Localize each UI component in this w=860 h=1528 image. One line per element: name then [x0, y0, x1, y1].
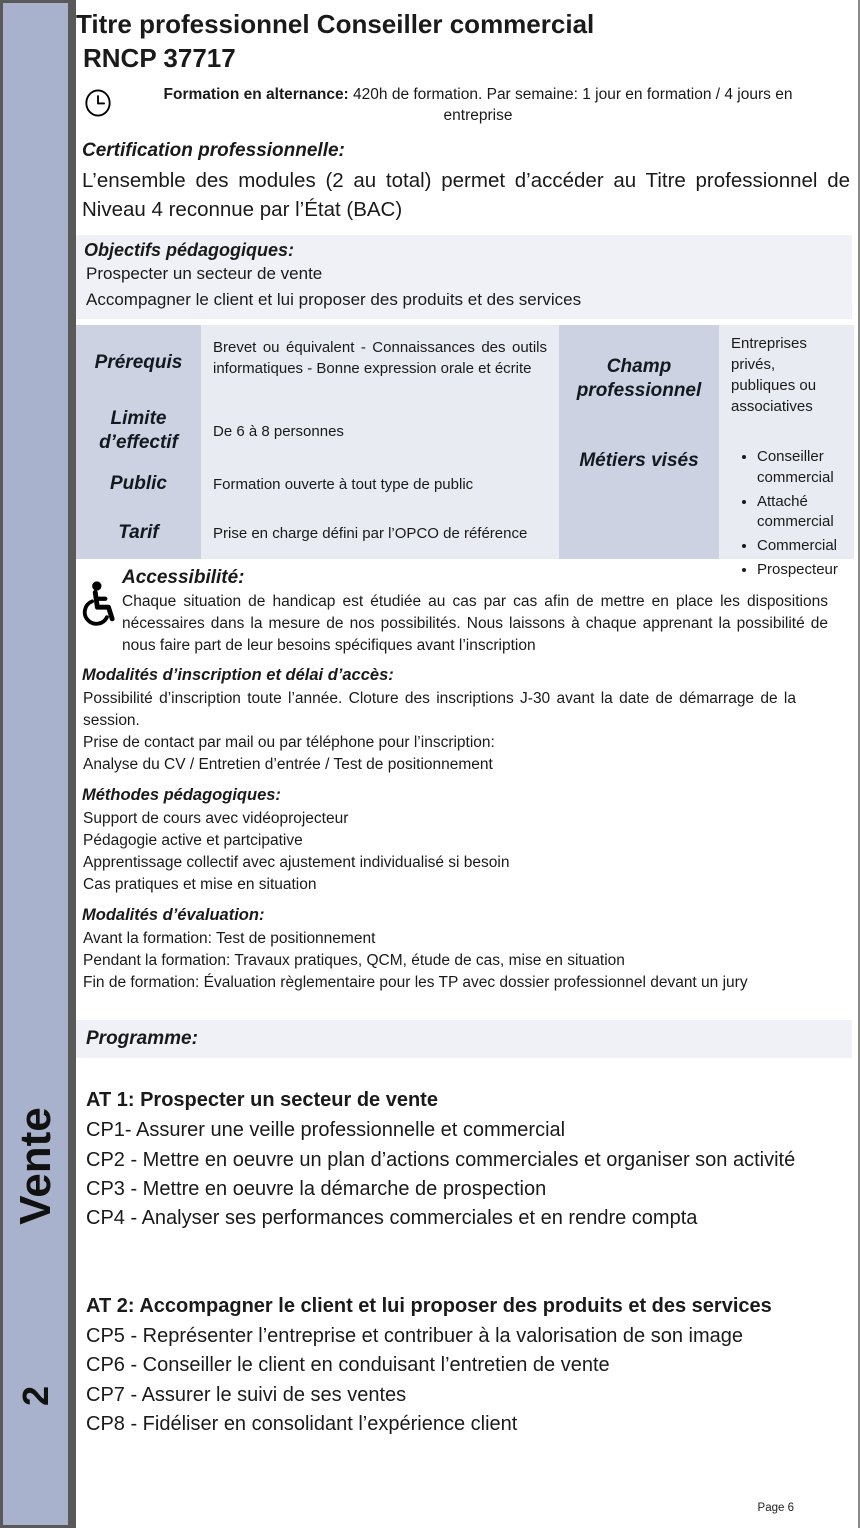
at2-item: CP8 - Fidéliser en consolidant l’expérience client — [86, 1412, 518, 1435]
certification-body: L’ensemble des modules (2 au total) permet d’accéder au Titre professionnel de Niveau 4 reconnue par l’État (BAC) — [82, 168, 850, 222]
metiers-vises-value — [719, 433, 854, 578]
tarif-value: Prise en charge défini par l’OPCO de référence — [201, 507, 559, 559]
certification-section — [82, 140, 852, 224]
methode-line: Cas pratiques et mise en situation — [83, 876, 317, 894]
at1-title: AT 1: Prospecter un secteur de vente — [86, 1089, 438, 1112]
inscription-line: Prise de contact par mail ou par téléphone pour l’inscription: — [83, 734, 495, 752]
sidebar-category-label: Vente — [10, 1107, 60, 1225]
alternance-detail: 420h de formation. Par semaine: 1 jour en formation / 4 jours en entreprise — [348, 85, 793, 125]
prerequis-value: Brevet ou équivalent - Connaissances des outils informatiques - Bonne expression orale et écrite — [201, 325, 559, 401]
methode-line: Apprentissage collectif avec ajustement individualisé si besoin — [83, 854, 510, 872]
objectifs-section — [76, 235, 852, 319]
at2-section — [76, 1292, 828, 1440]
methodes-section — [76, 786, 852, 896]
inscription-line: Possibilité d’inscription toute l’année. Cloture des inscriptions J-30 avant la date de démarrage de la session. — [83, 690, 796, 730]
alternance-row — [76, 84, 852, 127]
title-line-2: RNCP 37717 — [83, 42, 236, 73]
accessibilite-section — [76, 567, 852, 656]
at1-item: CP2 - Mettre en oeuvre un plan d’actions commerciales et organiser son activité — [86, 1148, 796, 1171]
at2-item: CP7 - Assurer le suivi de ses ventes — [86, 1383, 407, 1406]
page-number: Page 6 — [757, 1502, 794, 1514]
accessibilite-heading: Accessibilité: — [122, 567, 245, 589]
evaluation-line: Avant la formation: Test de positionnement — [83, 930, 376, 948]
at1-item: CP3 - Mettre en oeuvre la démarche de prospection — [86, 1178, 547, 1201]
certification-heading: Certification professionnelle: — [82, 139, 345, 161]
at1-item: CP1- Assurer une veille professionnelle et commercial — [86, 1119, 566, 1142]
alternance-text — [114, 84, 852, 127]
objectif-item: Prospecter un secteur de vente — [86, 264, 323, 284]
evaluation-heading: Modalités d’évaluation: — [82, 906, 265, 925]
at2-item: CP6 - Conseiller le client en conduisant l’entretien de vente — [86, 1354, 610, 1377]
inscription-heading: Modalités d’inscription et délai d’accès: — [82, 666, 394, 685]
limite-effectif-value: De 6 à 8 personnes — [201, 401, 559, 461]
info-table-right — [559, 325, 854, 578]
objectifs-heading: Objectifs pédagogiques: — [84, 240, 295, 261]
public-label: Public — [76, 461, 201, 507]
limite-effectif-label: Limite d’effectif — [76, 401, 201, 461]
methode-line: Pédagogie active et partcipative — [83, 832, 303, 850]
clock-icon — [84, 88, 114, 123]
inscription-section — [76, 666, 852, 776]
metier-item: • Commercial — [757, 536, 838, 557]
accessibilite-text — [122, 567, 828, 656]
evaluation-section — [76, 906, 852, 994]
evaluation-line: Fin de formation: Évaluation règlementaire pour les TP avec dossier professionnel devant un jury — [83, 974, 748, 992]
sidebar-number-label: 2 — [14, 1385, 56, 1407]
inscription-line: Analyse du CV / Entretien d’entrée / Test de positionnement — [83, 756, 493, 774]
at2-item: CP5 - Représenter l’entreprise et contribuer à la valorisation de son image — [86, 1324, 744, 1347]
public-value: Formation ouverte à tout type de public — [201, 461, 559, 507]
methode-line: Support de cours avec vidéoprojecteur — [83, 810, 349, 828]
tarif-label: Tarif — [76, 507, 201, 559]
metier-item: • Conseiller commercial — [757, 447, 838, 488]
programme-heading: Programme: — [86, 1028, 198, 1050]
title-line-1: Titre professionnel Conseiller commercial — [76, 9, 595, 39]
evaluation-line: Pendant la formation: Travaux pratiques, QCM, étude de cas, mise en situation — [83, 952, 625, 970]
metier-item: • Attaché commercial — [757, 492, 838, 533]
at1-item: CP4 - Analyser ses performances commerciales et en rendre compta — [86, 1207, 698, 1230]
alternance-label: Formation en alternance: — [163, 85, 349, 103]
metier-item: • Prospecteur — [757, 560, 838, 581]
champ-professionnel-value: Entreprises privés, publiques ou associatives — [719, 325, 854, 433]
category-sidebar — [0, 0, 76, 1528]
page-title — [76, 8, 852, 76]
metiers-list — [731, 441, 842, 580]
objectif-item: Accompagner le client et lui proposer des produits et des services — [86, 289, 582, 309]
at1-section — [76, 1086, 828, 1234]
prerequis-label: Prérequis — [76, 325, 201, 401]
at2-title: AT 2: Accompagner le client et lui proposer des produits et des services — [86, 1294, 772, 1317]
methodes-heading: Méthodes pédagogiques: — [82, 786, 281, 805]
wheelchair-accessibility-icon — [80, 567, 122, 656]
page-content — [76, 0, 860, 1528]
info-table-left — [76, 325, 559, 559]
metiers-vises-label: Métiers visés — [559, 433, 719, 559]
programme-header — [76, 1020, 852, 1058]
accessibilite-body: Chaque situation de handicap est étudiée au cas par cas afin de mettre en place les dispositions nécessaires dans la mesure de nos possibilités. Nous laissons à chaque apprenant la possibilité de nous faire part de leur besoins spécifiques avant l’inscription — [122, 593, 828, 654]
champ-professionnel-label: Champ professionnel — [559, 325, 719, 433]
